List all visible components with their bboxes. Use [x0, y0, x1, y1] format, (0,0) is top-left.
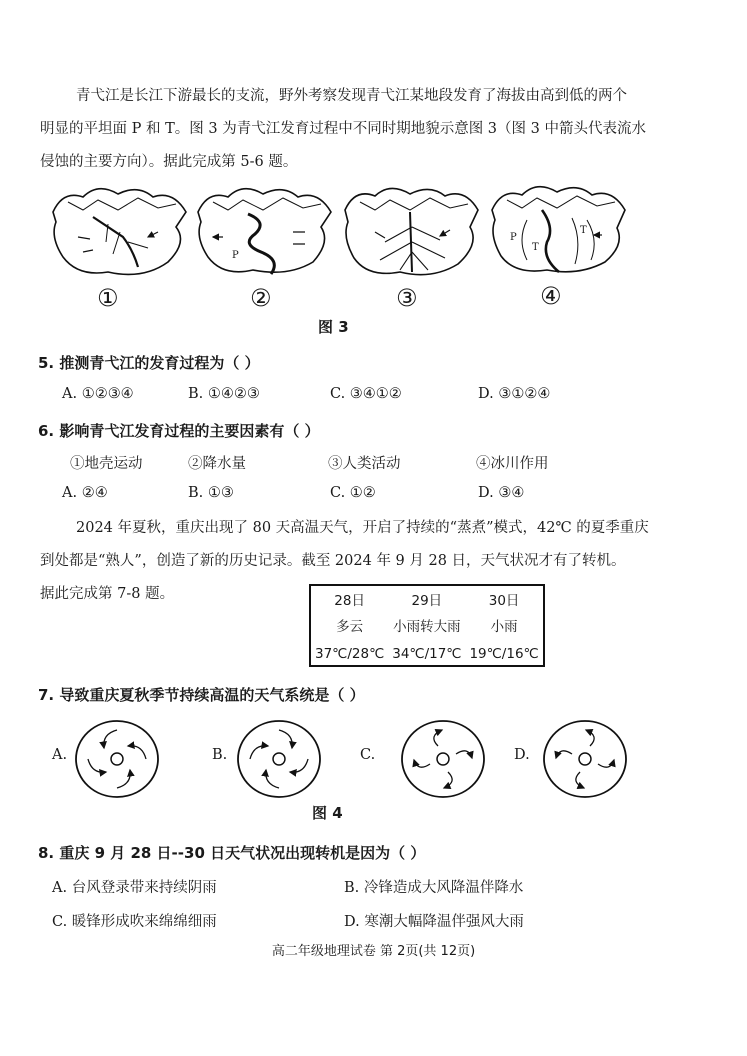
question-7-option-a-letter[interactable]: A.	[52, 747, 68, 763]
figure-3-diagram-1	[48, 182, 193, 282]
figure-3-diagram-4-terrace-t2: T	[580, 225, 587, 236]
figure-4-caption: 图 4	[312, 804, 343, 822]
question-8-option-b[interactable]: B. 冷锋造成大风降温伴降水	[344, 880, 524, 896]
question-7-option-c-anticyclone-diagram[interactable]	[398, 718, 488, 800]
question-6-stem: 6. 影响青弋江发育过程的主要因素有（ ）	[38, 422, 320, 440]
question-8-option-a[interactable]: A. 台风登录带来持续阴雨	[52, 880, 217, 896]
weather-table	[309, 584, 545, 667]
passage-1-line-2: 明显的平坦面 P 和 T。图 3 为青弋江发育过程中不同时期地貌示意图 3（图 3 中箭头代表流水	[40, 121, 646, 137]
question-6-option-c[interactable]: C. ①②	[330, 485, 376, 501]
passage-1	[40, 80, 680, 179]
question-7-option-d-anticyclone-diagram[interactable]	[540, 718, 630, 800]
weather-temp-29: 34℃/17℃	[392, 646, 462, 662]
question-5-stem: 5. 推测青弋江的发育过程为（ ）	[38, 354, 260, 372]
figure-3-label-4: ④	[540, 282, 562, 310]
question-6-option-a[interactable]: A. ②④	[62, 485, 108, 501]
question-5-option-a[interactable]: A. ①②③④	[62, 386, 134, 402]
weather-temp-28: 37℃/28℃	[315, 646, 385, 662]
question-8-stem: 8. 重庆 9 月 28 日--30 日天气状况出现转机是因为（ ）	[38, 844, 426, 862]
question-7-option-b-cyclone-diagram[interactable]	[234, 718, 324, 800]
figure-3-diagram-3	[340, 182, 485, 282]
figure-3-label-2: ②	[250, 284, 272, 312]
weather-date-30: 30日	[488, 593, 520, 609]
question-6-factor-2: ②降水量	[188, 456, 246, 472]
page-footer: 高二年级地理试卷 第 2页(共 12页)	[271, 944, 476, 959]
passage-2-line-3: 据此完成第 7-8 题。	[40, 586, 175, 602]
figure-3-caption: 图 3	[318, 318, 349, 336]
question-7-option-b-letter[interactable]: B.	[212, 747, 228, 763]
question-7-option-c-letter[interactable]: C.	[360, 747, 376, 763]
weather-condition-30: 小雨	[490, 619, 518, 635]
question-6-option-b[interactable]: B. ①③	[188, 485, 234, 501]
question-7-option-d-letter[interactable]: D.	[514, 747, 530, 763]
question-7-option-a-cyclone-diagram[interactable]	[72, 718, 162, 800]
question-6-factor-3: ③人类活动	[328, 456, 401, 472]
weather-date-29: 29日	[411, 593, 443, 609]
passage-1-line-3: 侵蚀的主要方向）。据此完成第 5-6 题。	[40, 154, 298, 170]
figure-3-diagram-2-terrace-p: P	[232, 250, 239, 261]
question-6-factor-4: ④冰川作用	[476, 456, 549, 472]
weather-temp-30: 19℃/16℃	[469, 646, 539, 662]
weather-table-conditions-row	[310, 612, 544, 638]
question-7-stem: 7. 导致重庆夏秋季节持续高温的天气系统是（ ）	[38, 686, 365, 704]
figure-3-diagram-2	[193, 182, 338, 282]
question-5-option-c[interactable]: C. ③④①②	[330, 386, 402, 402]
passage-2-line-2: 到处都是“熟人”，创造了新的历史记录。截至 2024 年 9 月 28 日，天气状况才有了转机。	[40, 553, 626, 569]
passage-1-line-1: 青弋江是长江下游最长的支流，野外考察发现青弋江某地段发育了海拔由高到低的两个	[76, 88, 627, 104]
figure-3-label-3: ③	[396, 284, 418, 312]
question-5-option-b[interactable]: B. ①④②③	[188, 386, 260, 402]
weather-date-28: 28日	[334, 593, 365, 609]
figure-3-label-1: ①	[97, 284, 119, 312]
weather-table-dates-row	[310, 585, 544, 612]
question-6-option-d[interactable]: D. ③④	[478, 485, 525, 501]
figure-3-diagram-4-terrace-t1: T	[532, 242, 539, 253]
weather-table-temps-row	[310, 638, 544, 666]
passage-2-line-1: 2024 年夏秋，重庆出现了 80 天高温天气，开启了持续的“蒸煮”模式，42℃ 的夏季重庆	[76, 520, 649, 536]
question-5-option-d[interactable]: D. ③①②④	[478, 386, 551, 402]
question-8-option-d[interactable]: D. 寒潮大幅降温伴强风大雨	[344, 914, 524, 930]
question-8-option-c[interactable]: C. 暖锋形成吹来绵绵细雨	[52, 914, 217, 930]
weather-condition-28: 多云	[336, 619, 364, 635]
question-6-factor-1: ①地壳运动	[70, 456, 143, 472]
figure-3-diagram-4-terrace-p: P	[510, 232, 517, 243]
figure-3-diagram-4	[487, 180, 632, 280]
weather-condition-29: 小雨转大雨	[393, 619, 461, 635]
